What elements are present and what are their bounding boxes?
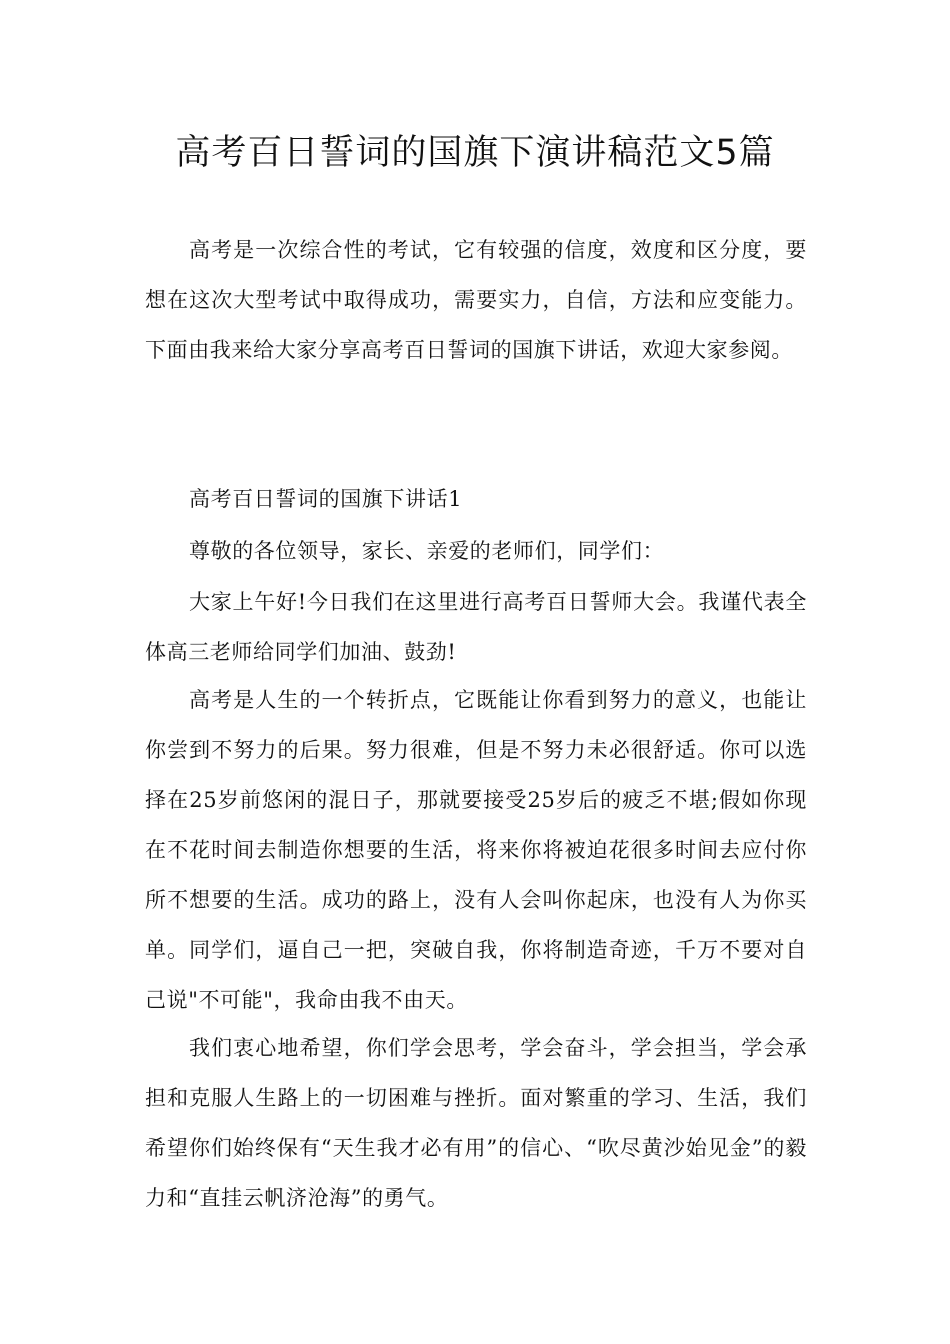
greeting-line: 尊敬的各位领导，家长、亲爱的老师们，同学们：	[189, 539, 665, 563]
intro-paragraph: 高考是一次综合性的考试，它有较强的信度，效度和区分度，要想在这次大型考试中取得成功，需要实力，自信，方法和应变能力。下面由我来给大家分享高考百日誓词的国旗下讲话，欢迎大家参阅。	[145, 238, 807, 362]
body-paragraph-3: 我们衷心地希望，你们学会思考，学会奋斗，学会担当，学会承担和克服人生路上的一切困难与挫折。面对繁重的学习、生活，我们希望你们始终保有“天生我才必有用”的信心、“吹尽黄沙始见金”的毅力和“直挂云帆济沧海”的勇气。	[145, 1036, 807, 1210]
body-paragraph-1: 大家上午好!今日我们在这里进行高考百日誓师大会。我谨代表全体高三老师给同学们加油、鼓劲!	[145, 590, 807, 664]
section-heading: 高考百日誓词的国旗下讲话1	[189, 487, 463, 511]
body-paragraph-2: 高考是人生的一个转折点，它既能让你看到努力的意义，也能让你尝到不努力的后果。努力很难，但是不努力未必很舒适。你可以选择在25岁前悠闲的混日子，那就要接受25岁后的疲乏不堪;假如你现在不花时间去制造你想要的生活，将来你将被迫花很多时间去应付你所不想要的生活。成功的路上，没有人会叫你起床，也没有人为你买单。同学们，逼自己一把，突破自我，你将制造奇迹，千万不要对自己说"不可能"，我命由我不由天。	[145, 688, 807, 1012]
document-title: 高考百日誓词的国旗下演讲稿范文5篇	[175, 133, 775, 173]
